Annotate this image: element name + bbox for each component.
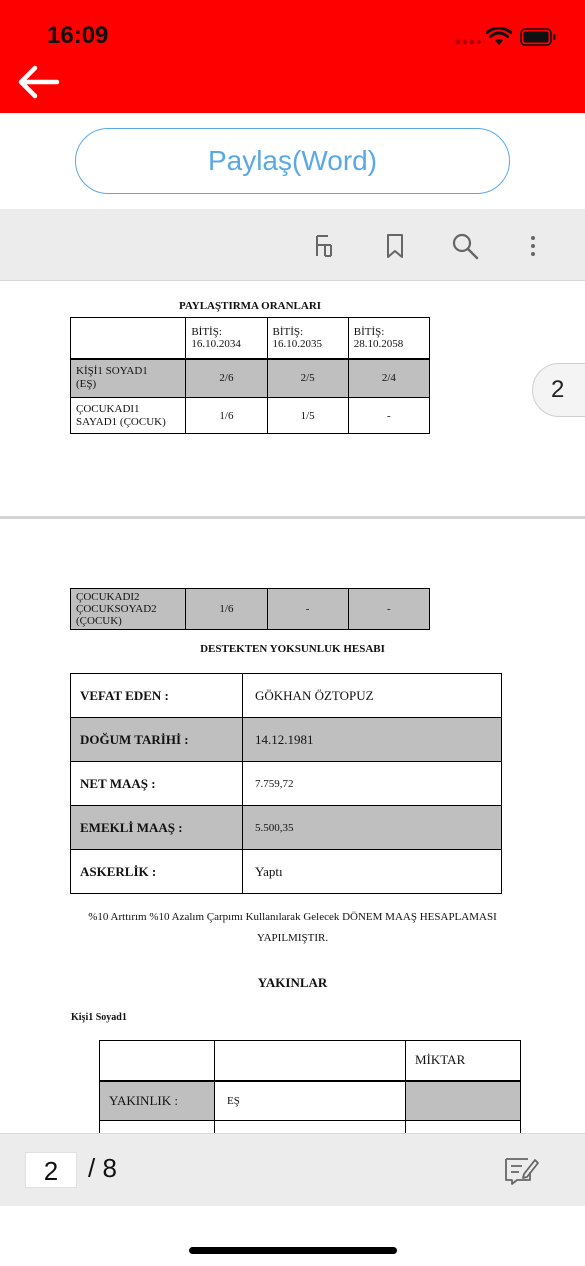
back-button[interactable]: [17, 64, 61, 100]
signal-icon: [455, 39, 481, 45]
table-header: BİTİŞ: 28.10.2058: [348, 318, 429, 359]
pdf-toolbar: [0, 209, 585, 281]
share-ratios-table: [70, 317, 430, 434]
deceased-info-table: [70, 673, 502, 894]
annotate-icon[interactable]: [502, 1154, 540, 1186]
share-ratios-continued-table: [70, 588, 430, 630]
page-total: / 8: [88, 1153, 117, 1183]
table-row: ASKERLİK : Yaptı: [71, 850, 502, 894]
share-section: [0, 113, 585, 209]
pager-bar: [0, 1133, 585, 1206]
page-number-bubble: 2: [532, 363, 585, 417]
battery-icon: [520, 28, 556, 46]
table-row: ÇOCUKADI1 SAYAD1 (ÇOCUK) 1/6 1/5 -: [71, 398, 430, 434]
table-row: KİŞİ1 SOYAD1 (EŞ) 2/6 2/5 2/4: [71, 359, 430, 398]
calculation-note: %10 Arttırım %10 Azalım Çarpımı Kullanılarak Gelecek DÖNEM MAAŞ HESAPLAMASI YAPILMIŞTIR.: [88, 911, 497, 944]
wifi-icon: [486, 27, 512, 47]
document-viewer[interactable]: [0, 281, 585, 1133]
relatives-title: YAKINLAR: [257, 975, 328, 990]
status-time: 16:09: [47, 22, 109, 49]
table-row: ÇOCUKADI2 ÇOCUKSOYAD2 (ÇOCUK) 1/6 - -: [71, 589, 430, 630]
app-header: [0, 0, 585, 113]
table-row: EMEKLİ MAAŞ : 5.500,35: [71, 806, 502, 850]
arrow-left-icon: [17, 64, 61, 100]
more-icon[interactable]: [518, 231, 548, 261]
table-row: MİKTAR: [100, 1041, 521, 1081]
table-header: BİTİŞ: 16.10.2034: [186, 318, 267, 359]
page-number-input[interactable]: 2: [25, 1152, 77, 1188]
table-header: BİTİŞ: 16.10.2035: [267, 318, 348, 359]
bookmark-icon[interactable]: [380, 231, 410, 261]
person-name: Kişi1 Soyad1: [71, 1012, 127, 1023]
table-row: YAKINLIK : EŞ: [100, 1081, 521, 1121]
search-icon[interactable]: [450, 231, 480, 261]
home-indicator: [189, 1247, 397, 1254]
table-row: [100, 1121, 521, 1134]
support-title: DESTEKTEN YOKSUNLUK HESABI: [200, 643, 385, 655]
table-row: VEFAT EDEN : GÖKHAN ÖZTOPUZ: [71, 674, 502, 718]
table-row: DOĞUM TARİHİ : 14.12.1981: [71, 718, 502, 762]
page-separator: [0, 516, 585, 519]
table-row: NET MAAŞ : 7.759,72: [71, 762, 502, 806]
relatives-table: [99, 1040, 521, 1133]
share-ratios-title: PAYLAŞTIRMA ORANLARI: [178, 300, 322, 312]
share-word-button[interactable]: Paylaş(Word): [75, 128, 510, 194]
reading-mode-icon[interactable]: [311, 231, 341, 261]
